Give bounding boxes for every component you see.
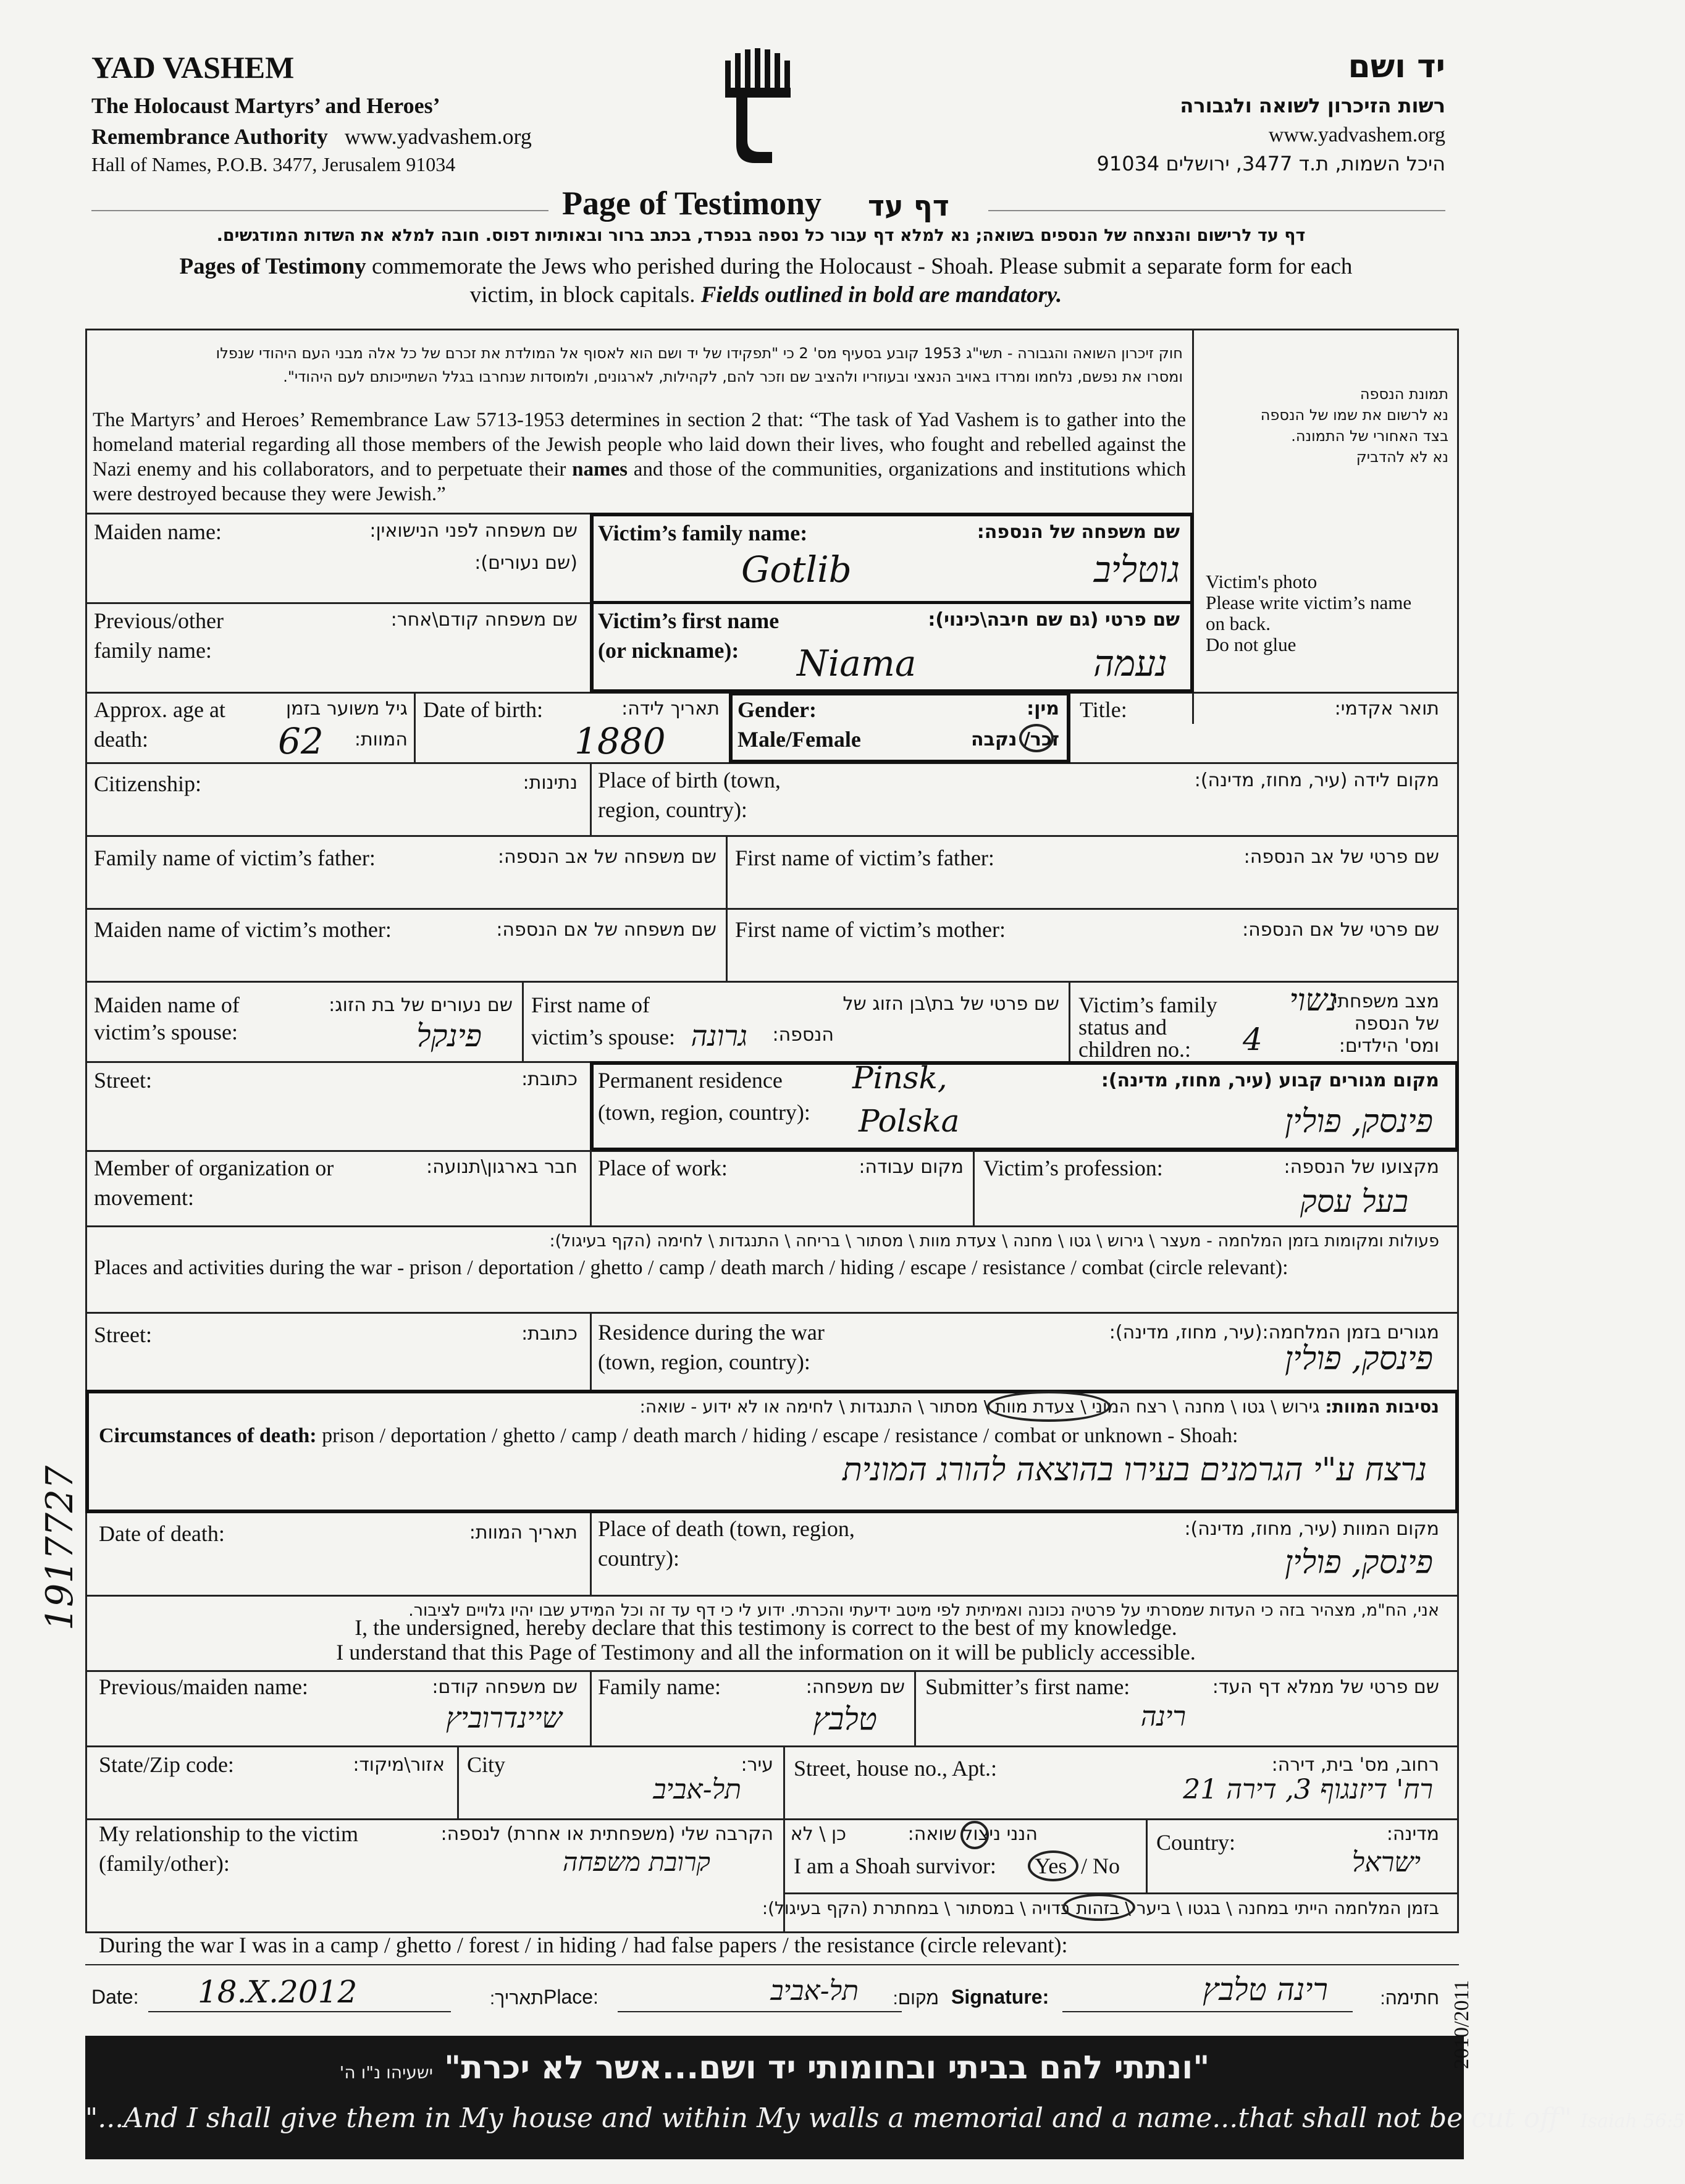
sub-city-value[interactable]: תל-אביב xyxy=(653,1774,741,1805)
yad-vashem-logo xyxy=(723,48,797,166)
footer-quote-en-ref: Isaiah 56:5 xyxy=(1580,2110,1685,2132)
country-value[interactable]: ישראל xyxy=(1351,1847,1421,1878)
during-label-he: בזמן המלחמה הייתי במחנה \ בגטו \ ביער \ בזהות בדויה \ במסתור \ במחתרת (הקף בעיגול): xyxy=(762,1898,1439,1918)
declaration-he: אני, הח"מ, מצהיר בזה כי העדות שמסרתי על פרטיה נכונה ואמיתית לפי מיטב ידיעתי והכרתי. ידוע לי כי דף עד זה וכל המידע שבו יהיו גלויים לציבור. xyxy=(408,1601,1439,1620)
circumstances-label-he-text: גירוש \ גטו \ מחנה \ רצח המוני \ צעדת מוות \ מסתור \ התנגדות \ לחימה או לא ידוע - שואה: xyxy=(639,1396,1320,1417)
family-status-label: Victim’s family xyxy=(1078,993,1217,1017)
survivor-yes[interactable]: Yes xyxy=(1035,1854,1067,1878)
mother-first-label-he: שם פרטי של אם הנספה: xyxy=(1242,919,1439,941)
page-title: Page of Testimony xyxy=(562,185,822,222)
footer-quote-en xyxy=(85,2102,1685,2134)
prev-family-label: Previous/other xyxy=(94,608,224,633)
col-zip xyxy=(457,1745,459,1818)
family-status-label3: children no.: xyxy=(1078,1037,1191,1062)
war-street-label: Street: xyxy=(94,1322,152,1347)
survivor-label: I am a Shoah survivor: xyxy=(794,1854,996,1878)
prev-family-label2: family name: xyxy=(94,638,212,663)
during-label: During the war I was in a camp / ghetto / forest / in hiding / had false papers / the resistance (circle relevant): xyxy=(99,1933,1068,1957)
hiding-circle[interactable] xyxy=(1062,1894,1135,1921)
intro-en-bold: Pages of Testimony xyxy=(179,254,366,279)
place-label: Place: xyxy=(544,1986,599,2008)
sub-first-label: Submitter’s first name: xyxy=(925,1674,1130,1699)
sub-street-label-he: רחוב, מס' בית, דירה: xyxy=(1271,1754,1439,1776)
spouse-maiden-label2: victim’s spouse: xyxy=(94,1020,238,1044)
place-label-he: מקום: xyxy=(893,1988,939,2009)
first-name-value-en[interactable]: Niama xyxy=(797,642,917,684)
relationship-label2: (family/other): xyxy=(99,1851,230,1876)
intro-en-line1 xyxy=(0,253,1532,280)
spouse-maiden-label-he: שם נעורים של בת הזוג: xyxy=(329,994,513,1016)
photo-label-1: Victim's photo xyxy=(1206,571,1317,592)
city-label-he: עיר: xyxy=(741,1754,773,1776)
residence-label2: (town, region, country): xyxy=(598,1100,810,1125)
sub-street-value[interactable]: רח' דיזנגוף 3, דירה 21 xyxy=(1183,1774,1433,1805)
date-underline xyxy=(148,2011,451,2012)
maiden-name-label-he2: (שם נעורים): xyxy=(474,552,578,574)
pod-label2: country): xyxy=(598,1546,679,1571)
col-citizenship xyxy=(590,762,592,835)
gender-label-he: מין: xyxy=(1027,698,1059,720)
first-name-value-he[interactable]: נעמה xyxy=(1093,642,1167,684)
age-label-he2: המוות: xyxy=(354,729,408,750)
footer-quote-en-text: "...And I shall give them in My house and within My walls a memorial and a name...that shall not be cut off" xyxy=(85,2102,1572,2134)
place-value[interactable]: תל-אביב xyxy=(770,1975,859,2007)
first-name-label2: (or nickname): xyxy=(598,638,739,663)
row-rule-5 xyxy=(85,908,1459,910)
country-label-he: מדינה: xyxy=(1386,1823,1439,1845)
sub-family-value[interactable]: טלבץ xyxy=(813,1701,877,1737)
mother-first-label: First name of victim’s mother: xyxy=(735,917,1006,942)
spouse-first-label: First name of xyxy=(531,993,650,1017)
org-address-he: היכל השמות, ת.ד 3477, ירושלים 91034 xyxy=(1096,152,1445,175)
sub-prev-label: Previous/maiden name: xyxy=(99,1674,308,1699)
logo-flame-5 xyxy=(765,49,770,90)
sub-prev-value[interactable]: שיינדרוביץ xyxy=(446,1701,562,1734)
intro-en-line2 xyxy=(0,282,1532,308)
logo-flame-6 xyxy=(775,53,780,90)
col-father xyxy=(726,835,728,981)
col-city xyxy=(783,1745,785,1818)
row-rule-9 xyxy=(85,1225,1459,1227)
logo-flame-3 xyxy=(745,49,750,90)
street-label-he: כתובת: xyxy=(521,1069,578,1090)
father-first-label: First name of victim’s father: xyxy=(735,846,994,870)
law-en xyxy=(93,408,1186,506)
footer-edition: 2010/2011 xyxy=(1450,1980,1473,2069)
sub-prev-label-he: שם משפחה קודם: xyxy=(432,1676,578,1698)
pob-label2: region, country): xyxy=(598,797,747,822)
signature-label: Signature: xyxy=(951,1986,1049,2008)
pod-label-he: מקום המוות (עיר, מחוז, מדינה): xyxy=(1184,1518,1439,1540)
row-rule-17 xyxy=(85,1964,1459,1965)
circumstances-label-text: prison / deportation / ghetto / camp / death march / hiding / escape / resistance / combat or unknown - Shoah: xyxy=(316,1424,1238,1447)
photo-label-4: Do not glue xyxy=(1206,634,1296,655)
family-status-value[interactable]: נשוי xyxy=(1289,982,1337,1018)
side-archive-number: 1917727 xyxy=(38,1465,82,1631)
sub-first-label-he: שם פרטי של ממלא דף העד: xyxy=(1212,1676,1439,1698)
dob-label-he: תאריך לידה: xyxy=(621,698,720,720)
intro-en-text1: commemorate the Jews who perished during the Holocaust - Shoah. Please submit a separate form for each xyxy=(366,254,1353,279)
residence-label-he: מקום מגורים קבוע (עיר, מחוז, מדינה): xyxy=(1101,1070,1439,1091)
dod-label: Date of death: xyxy=(99,1521,225,1546)
pob-label-he: מקום לידה (עיר, מחוז, מדינה): xyxy=(1194,770,1439,791)
prev-family-label-he: שם משפחה קודם\אחר: xyxy=(390,609,578,631)
gender-label-he2: זכר/ נקבה xyxy=(970,729,1059,750)
logo-flame-1 xyxy=(725,61,731,90)
family-status-label2: status and xyxy=(1078,1015,1167,1040)
sub-family-label: Family name: xyxy=(598,1674,721,1699)
org-line2-he: רשות הזיכרון לשואה ולגבורה xyxy=(1180,94,1445,117)
photo-note-he-4: נא לא להדביק xyxy=(1356,448,1448,466)
war-residence-label2: (town, region, country): xyxy=(598,1350,810,1374)
row-rule-6 xyxy=(85,981,1459,983)
zip-label: State/Zip code: xyxy=(99,1752,234,1777)
intro-en-text2: victim, in block capitals. xyxy=(469,282,701,308)
circumstances-label-bold: Circumstances of death: xyxy=(99,1424,317,1447)
residence-value-en2[interactable]: Polska xyxy=(859,1103,960,1139)
family-name-value-en[interactable]: Gotlib xyxy=(741,548,852,590)
org-label: Member of organization or xyxy=(94,1156,334,1180)
profession-value[interactable]: בעל עסק xyxy=(1300,1183,1408,1219)
footer-quote-he-ref: ישעיהו נ"ו ה' xyxy=(339,2062,433,2083)
title-label-he: תואר אקדמי: xyxy=(1334,698,1439,720)
spouse-first-label-he2: הנספה: xyxy=(772,1024,834,1046)
residence-label: Permanent residence xyxy=(598,1068,783,1093)
title-label: Title: xyxy=(1080,697,1127,722)
country-label: Country: xyxy=(1156,1830,1236,1855)
website-left: www.yadvashem.org xyxy=(344,124,532,149)
footer-quote-he-text: "ונתתי להם בביתי ובחומותי יד ושם...אשר לא יכרת" xyxy=(444,2049,1210,2086)
col-spouse-first xyxy=(1069,981,1070,1061)
age-label-he: גיל משוער בזמן xyxy=(286,698,408,720)
row-rule-13 xyxy=(85,1670,1459,1672)
family-status-label-he3: ומס' הילדים: xyxy=(1338,1035,1439,1057)
org-line3-text: Remembrance Authority xyxy=(91,124,328,149)
war-residence-label: Residence during the war xyxy=(598,1320,825,1345)
gender-label: Gender: xyxy=(737,697,817,722)
logo-flame-2 xyxy=(735,53,741,90)
spouse-first-label-he: שם פרטי של בת\בן הזוג של xyxy=(842,993,1059,1015)
row-rule-10 xyxy=(85,1312,1459,1314)
mass-murder-circle[interactable] xyxy=(987,1391,1111,1422)
org-label2: movement: xyxy=(94,1185,194,1210)
survivor-he-yes-circle[interactable] xyxy=(960,1821,989,1849)
relationship-value[interactable]: קרובת משפחה xyxy=(562,1847,710,1877)
row-rule-14 xyxy=(85,1745,1459,1747)
city-label: City xyxy=(467,1752,506,1777)
date-label-he: תאריך: xyxy=(489,1988,544,2009)
col-sub-prev xyxy=(590,1670,592,1745)
zip-label-he: אזור\מיקוד: xyxy=(353,1754,445,1776)
war-residence-label-he: מגורים בזמן המלחמה:(עיר, מחוז, מדינה): xyxy=(1109,1322,1439,1343)
first-name-label: Victim’s first name xyxy=(598,608,779,633)
signature-value[interactable]: רינה טלבץ xyxy=(1203,1972,1328,2007)
war-residence-value[interactable]: פינסק, פולין xyxy=(1284,1340,1433,1377)
place-underline xyxy=(618,2011,902,2012)
dob-label: Date of birth: xyxy=(423,697,543,722)
photo-note-he-2: נא לרשום את שמו של הנספה xyxy=(1260,406,1448,424)
maiden-name-label-he: שם משפחה לפני הנישואין: xyxy=(369,520,578,542)
first-name-label-he: שם פרטי (גם שם חיבה\כינוי): xyxy=(928,609,1180,631)
org-line2: The Holocaust Martyrs’ and Heroes’ xyxy=(91,93,440,118)
header-rule-left xyxy=(91,210,548,211)
sub-family-label-he: שם משפחה: xyxy=(805,1676,905,1698)
signature-label-he: חתימה: xyxy=(1380,1988,1439,2009)
website-right: www.yadvashem.org xyxy=(1268,124,1445,146)
col-work xyxy=(973,1150,975,1225)
row-rule-12 xyxy=(85,1595,1459,1597)
pod-label: Place of death (town, region, xyxy=(598,1516,855,1541)
org-name: YAD VASHEM xyxy=(91,50,295,85)
col-age xyxy=(414,692,416,762)
residence-value-he[interactable]: פינסק, פולין xyxy=(1284,1103,1433,1140)
row-rule-16 xyxy=(783,1892,1459,1894)
date-value[interactable]: 18.X.2012 xyxy=(198,1974,358,2010)
org-line3 xyxy=(91,124,532,149)
declaration-1: I, the undersigned, hereby declare that this testimony is correct to the best of my knowledge. xyxy=(355,1615,1177,1640)
footer-quote-he xyxy=(85,2049,1464,2086)
photo-note-he-1: תמונת הנספה xyxy=(1359,385,1448,403)
header-rule-right xyxy=(988,210,1445,211)
page-title-he: דף עד xyxy=(868,189,949,222)
profession-label: Victim’s profession: xyxy=(983,1156,1163,1180)
survivor-label-he2: כן \ לא xyxy=(790,1823,846,1845)
work-label: Place of work: xyxy=(598,1156,728,1180)
date-label: Date: xyxy=(91,1986,139,2008)
photo-label-2: Please write victim’s name xyxy=(1206,592,1412,613)
family-status-label-he: מצב משפחתי xyxy=(1333,991,1439,1012)
maiden-name-label: Maiden name: xyxy=(94,519,222,544)
circumstances-value[interactable]: נרצח ע"י הגרמנים בעירו בהוצאה להורג המונית xyxy=(842,1451,1427,1489)
father-family-label-he: שם משפחה של אב הנספה: xyxy=(497,846,716,868)
survivor-no[interactable]: / No xyxy=(1081,1854,1120,1878)
relationship-label: My relationship to the victim xyxy=(99,1821,358,1846)
pob-label: Place of birth (town, xyxy=(598,768,781,792)
declaration-2: I understand that this Page of Testimony and all the information on it will be publicly accessible. xyxy=(336,1640,1196,1665)
relationship-label-he: הקרבה שלי (משפחתית או אחרת) לנספה: xyxy=(440,1823,773,1845)
circumstances-label xyxy=(99,1422,1238,1450)
org-label-he: חבר בארגון\תנועה: xyxy=(426,1156,578,1178)
name-box-mid xyxy=(590,601,1194,604)
col-sub-family xyxy=(914,1670,916,1745)
logo-flame-7 xyxy=(784,61,790,90)
law-he-2: ומסרו את נפשם, נלחמו ומרדו באויב הנאצי ובעוזריו ולהציב שם וזכר להם, לקהילות, לארגונים, ולמוסדות שנחרבו בגלל השתייכותם לעם היהודי". xyxy=(283,368,1183,385)
org-name-he: יד ושם xyxy=(1348,48,1445,85)
spouse-maiden-value[interactable]: פינקל xyxy=(416,1018,482,1054)
gender-label2: Male/Female xyxy=(737,727,861,752)
mother-maiden-label-he: שם משפחה של אם הנספה: xyxy=(496,919,716,941)
street-label: Street: xyxy=(94,1068,152,1093)
activities-label-he: פעולות ומקומות בזמן המלחמה - מעצר \ גירוש \ גטו \ מחנה \ צעדת מוות \ מסתור \ בריחה \ התנגדות \ לחימה (הקף בעיגול): xyxy=(549,1232,1439,1251)
logo-flame-4 xyxy=(755,48,760,90)
citizenship-label-he: נתינות: xyxy=(523,772,578,794)
col-country xyxy=(1146,1818,1148,1892)
family-name-value-he[interactable]: גוטליב xyxy=(1093,548,1180,590)
sub-street-label: Street, house no., Apt.: xyxy=(794,1756,997,1781)
citizenship-label: Citizenship: xyxy=(94,771,201,796)
spouse-first-label2: victim’s spouse: xyxy=(531,1025,675,1049)
survivor-label-he: הנני ניצול שואה: xyxy=(907,1823,1038,1845)
law-en-text2: and those of the communities, organizations and institutions which were destroyed because they were Jewish.” xyxy=(93,458,1186,505)
family-name-label-he: שם משפחה של הנספה: xyxy=(977,521,1180,543)
family-status-label-he2: של הנספה xyxy=(1354,1013,1439,1035)
col-dod xyxy=(590,1513,592,1595)
circumstances-label-he-bold: נסיבות המוות: xyxy=(1325,1396,1439,1417)
work-label-he: מקום עבודה: xyxy=(859,1156,964,1178)
father-first-label-he: שם פרטי של אב הנספה: xyxy=(1243,846,1439,868)
profession-label-he: מקצועו של הנספה: xyxy=(1284,1156,1439,1178)
law-en-text: The Martyrs’ and Heroes’ Remembrance Law 5713-1953 determines in section 2 that: “The task of Yad Vashem is to gather into the homeland material regarding all those members of the Jewish people who laid down their lives, who fought and rebelled against the Nazi enemy and his collaborators, and to perpetuate their xyxy=(93,409,1186,481)
father-family-label: Family name of victim’s father: xyxy=(94,846,376,870)
war-street-label-he: כתובת: xyxy=(521,1323,578,1345)
family-name-label: Victim’s family name: xyxy=(598,521,808,545)
dob-value[interactable]: 1880 xyxy=(574,720,666,762)
signature-underline xyxy=(1062,2011,1353,2012)
intro-he: דף עד לרישום והנצחה של הנספים בשואה; נא למלא דף עבור כל נספה בנפרד, בכתב ברור ובאותיות דפוס. חובה למלא את השדות המודגשים. xyxy=(216,226,1306,245)
spouse-first-value[interactable]: גרונה xyxy=(691,1019,747,1052)
col-org xyxy=(590,1150,592,1225)
logo-stem xyxy=(725,88,791,163)
age-label: Approx. age at xyxy=(94,697,225,722)
law-he-1: חוק זיכרון השואה והגבורה - תשי"ג 1953 קובע בסעיף מס' 2 כי "תפקידו של יד ושם הוא לאסוף אל המולדת את זכרם של כל אלה מבני העם היהודי שנפלו xyxy=(216,345,1183,362)
age-value[interactable]: 62 xyxy=(278,720,324,762)
org-address: Hall of Names, P.O.B. 3477, Jerusalem 91034 xyxy=(91,153,456,175)
col-spouse-maiden xyxy=(522,981,524,1061)
row-rule-4 xyxy=(85,835,1459,837)
sub-first-value[interactable]: רינה xyxy=(1140,1701,1186,1732)
children-value[interactable]: 4 xyxy=(1243,1022,1263,1057)
photo-label-3: on back. xyxy=(1206,613,1271,634)
survivor-yes-circle[interactable] xyxy=(1028,1850,1078,1881)
pod-value[interactable]: פינסק, פולין xyxy=(1284,1544,1433,1581)
dod-label-he: תאריך המוות: xyxy=(469,1522,578,1544)
photo-note-he-3: בצד האחורי של התמונה. xyxy=(1291,427,1448,445)
age-label2: death: xyxy=(94,727,148,752)
intro-mandatory: Fields outlined in bold are mandatory. xyxy=(700,282,1062,308)
gender-male-circle[interactable] xyxy=(1019,724,1054,752)
residence-value-en1[interactable]: Pinsk, xyxy=(852,1060,948,1096)
col-war-street xyxy=(590,1312,592,1390)
mother-maiden-label: Maiden name of victim’s mother: xyxy=(94,917,392,942)
spouse-maiden-label: Maiden name of xyxy=(94,993,240,1017)
law-en-names: names xyxy=(572,458,628,481)
activities-label: Places and activities during the war - prison / deportation / ghetto / camp / death march / hiding / escape / resistance / combat (circle relevant): xyxy=(94,1256,1288,1279)
